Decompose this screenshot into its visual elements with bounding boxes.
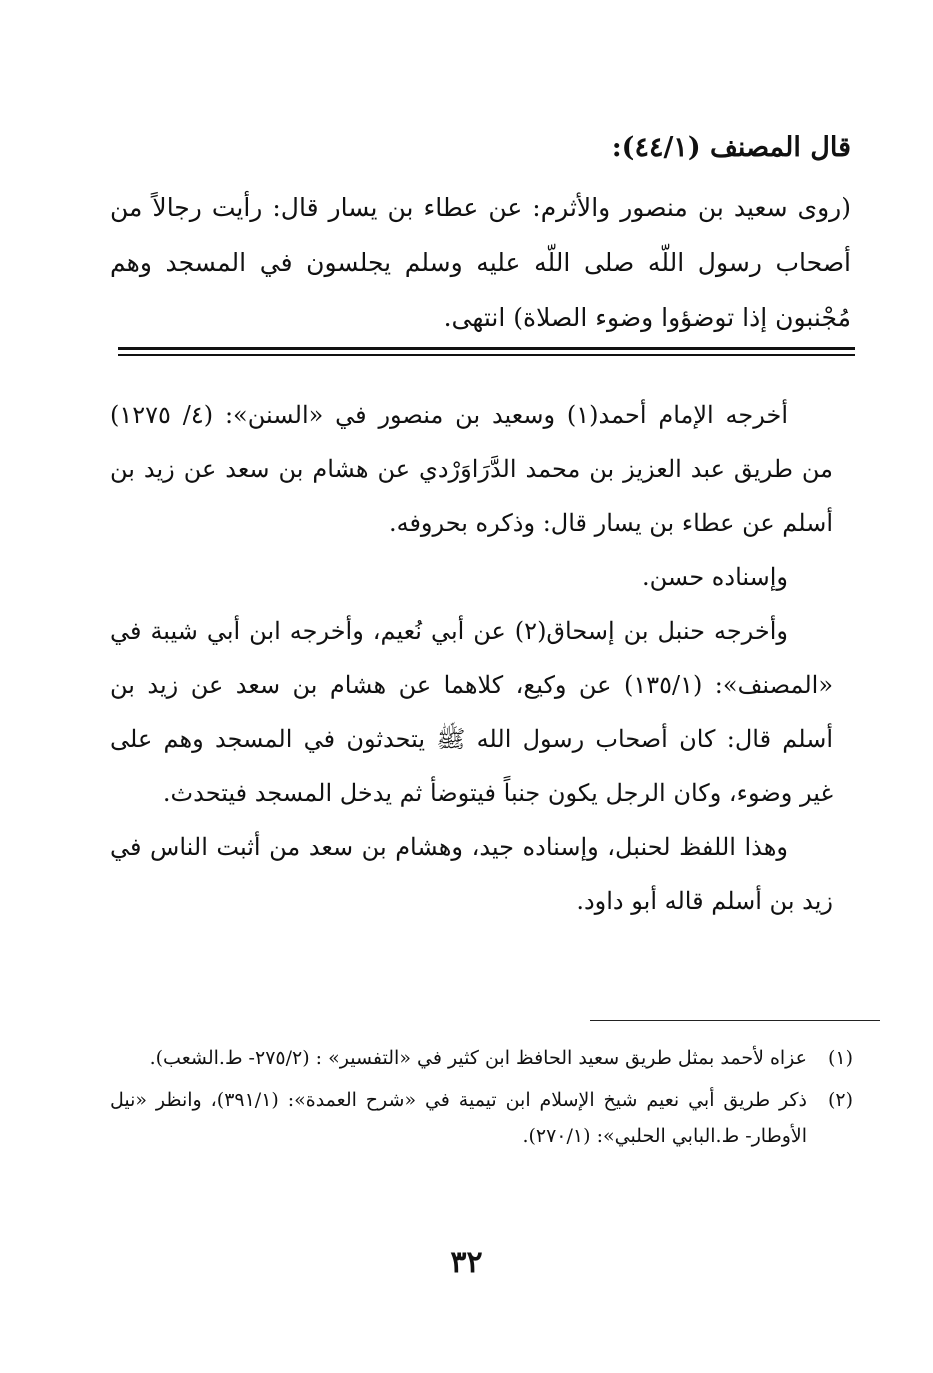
quoted-text: (روى سعيد بن منصور والأثرم: عن عطاء بن يسار قال: رأيت رجالاً من أصحاب رسول اللّه صلى اللّه عليه وسلم يجلسون في المسجد وهم مُجْنبون إذا توضؤوا وضوء الصلاة) انتهى.: [110, 193, 851, 332]
footnotes: [110, 1040, 853, 1160]
footnote-1: [110, 1040, 853, 1076]
paragraph-4: وهذا اللفظ لحنبل، وإسناده جيد، وهشام بن سعد من أثبت الناس في زيد بن أسلم قاله أبو داود.: [110, 833, 833, 915]
footnote-divider: [590, 1020, 880, 1021]
double-divider: [118, 347, 855, 356]
footnote-text: عزاه لأحمد بمثل طريق سعيد الحافظ ابن كثير في «التفسير» : (٢٧٥/٢- ط.الشعب).: [149, 1047, 807, 1069]
footnote-2: [110, 1082, 853, 1154]
commentary-body: [110, 388, 833, 928]
footnote-number: (٢): [827, 1089, 853, 1111]
page-number: ٣٢: [450, 1245, 483, 1280]
footnote-number: (١): [827, 1047, 853, 1069]
section-heading: قال المصنف (٤٤/١):: [611, 132, 851, 163]
paragraph-2: وإسناده حسن.: [642, 563, 788, 591]
paragraph-3: وأخرجه حنبل بن إسحاق(٢) عن أبي نُعيم، وأخرجه ابن أبي شيبة في «المصنف»: (١٣٥/١) عن وكيع، كلاهما عن هشام بن سعد عن زيد بن أسلم قال: كان أصحاب رسول الله ﷺ يتحدثون في المسجد وهم على غير وضوء، وكان الرجل يكون جنباً فيتوضأ ثم يدخل المسجد فيتحدث.: [110, 617, 834, 807]
paragraph-1: أخرجه الإمام أحمد(١) وسعيد بن منصور في «السنن»: (٤/ ١٢٧٥) من طريق عبد العزيز بن محمد الدَّرَاوَرْدي عن هشام بن سعد عن زيد بن أسلم عن عطاء بن يسار قال: وذكره بحروفه.: [110, 401, 833, 537]
footnote-text: ذكر طريق أبي نعيم شيخ الإسلام ابن تيمية في «شرح العمدة»: (٣٩١/١)، وانظر «نيل الأوطار- ط.البابي الحلبي»: (٢٧٠/١).: [110, 1089, 807, 1147]
